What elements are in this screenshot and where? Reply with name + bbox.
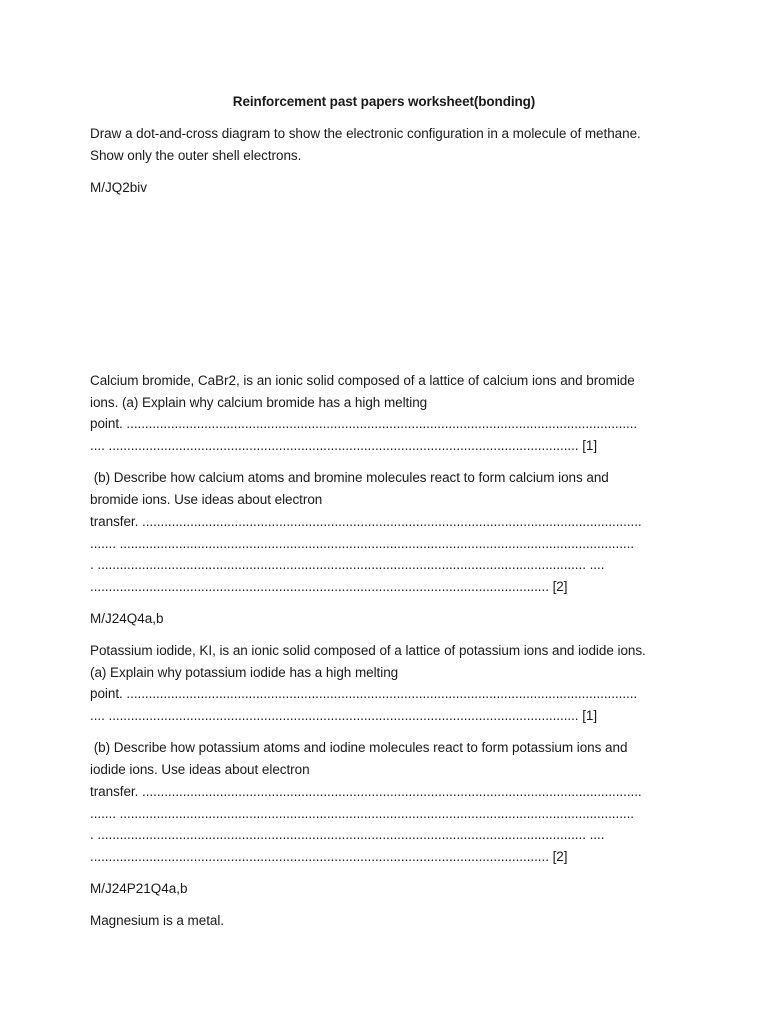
worksheet-title: Reinforcement past papers worksheet(bonding) xyxy=(232,94,536,109)
q3-text-line-2: (a) Explain why potassium iodide has a high melting xyxy=(90,665,399,680)
q2-text-line-3: (b) Describe how calcium atoms and bromine molecules react to form calcium ions and xyxy=(90,470,609,485)
q3-answer-line-3: transfer. ....................................................................................................................................... xyxy=(90,784,642,799)
q3-answer-line-6: ............................................................................................................................ [2] xyxy=(90,849,568,864)
q2-answer-line-4: ....... ........................................................................................................................................... xyxy=(90,536,635,551)
q2-text-line-1: Calcium bromide, CaBr2, is an ionic solid composed of a lattice of calcium ions and bromide xyxy=(90,373,635,388)
q2-answer-line-5: . .................................................................................................................................... .... xyxy=(90,557,605,572)
q3-answer-line-2: .... ............................................................................................................................... [1] xyxy=(90,708,598,723)
q2-answer-line-6: ............................................................................................................................ [2] xyxy=(90,579,568,594)
q1-text-line-1: Draw a dot-and-cross diagram to show the electronic configuration in a molecule of methane. xyxy=(90,126,641,141)
q2-text-line-4: bromide ions. Use ideas about electron xyxy=(90,492,323,507)
q3-answer-line-1: point. .......................................................................................................................................... xyxy=(90,686,638,701)
q1-text-line-2: Show only the outer shell electrons. xyxy=(90,148,302,163)
q3-text-line-3: (b) Describe how potassium atoms and iodine molecules react to form potassium ions and xyxy=(90,740,628,755)
q2-answer-line-1: point. .......................................................................................................................................... xyxy=(90,416,638,431)
q2-answer-line-2: .... ............................................................................................................................... [1] xyxy=(90,438,598,453)
q1-reference: M/JQ2biv xyxy=(90,180,148,195)
q4-text-line-1: Magnesium is a metal. xyxy=(90,913,225,928)
q3-text-line-1: Potassium iodide, KI, is an ionic solid composed of a lattice of potassium ions and iodide ions. xyxy=(90,643,646,658)
diagram-answer-space xyxy=(90,210,680,370)
q3-answer-line-5: . .................................................................................................................................... .... xyxy=(90,827,605,842)
q3-reference: M/J24P21Q4a,b xyxy=(90,881,188,896)
q2-reference: M/J24Q4a,b xyxy=(90,611,164,626)
q3-answer-line-4: ....... ........................................................................................................................................... xyxy=(90,806,635,821)
q3-text-line-4: iodide ions. Use ideas about electron xyxy=(90,762,310,777)
q2-answer-line-3: transfer. ....................................................................................................................................... xyxy=(90,514,642,529)
q2-text-line-2: ions. (a) Explain why calcium bromide has a high melting xyxy=(90,395,428,410)
